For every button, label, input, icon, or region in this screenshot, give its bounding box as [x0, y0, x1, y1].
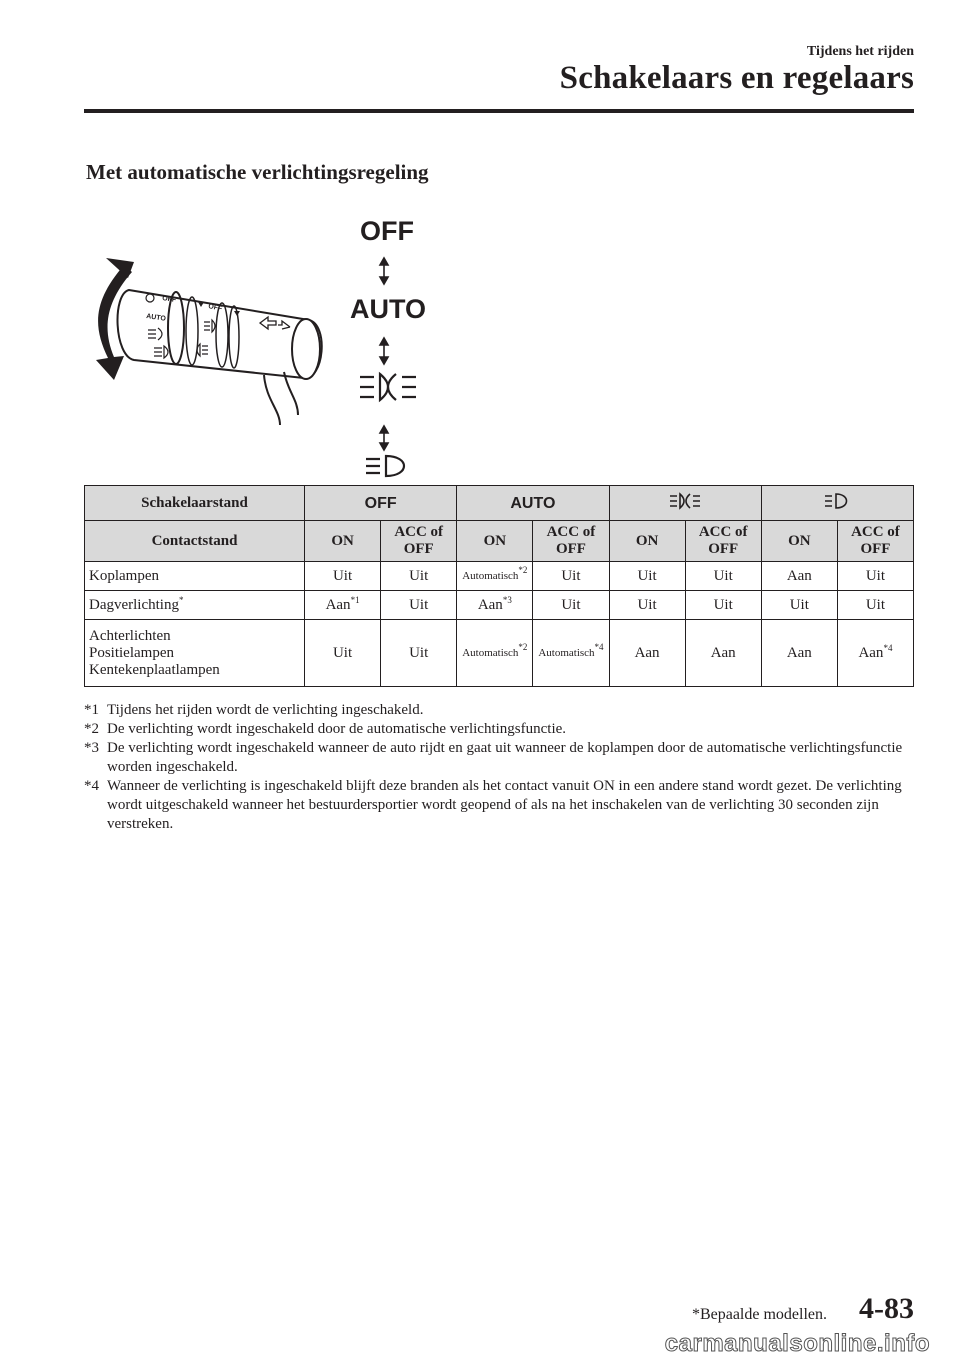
header-off: OFF [305, 486, 457, 521]
table-cell: Uit [685, 562, 761, 591]
footnote-number: *1 [84, 702, 99, 718]
table-cell [533, 620, 609, 687]
row-label-line: Achterlichten [89, 627, 171, 644]
row-label-line: Kentekenplaatlampen [89, 661, 220, 678]
lever-marking-off1: OFF [161, 295, 177, 304]
table-cell [457, 591, 533, 620]
running-header-title: Schakelaars en regelaars [559, 60, 914, 96]
contact-cell: ON [305, 521, 381, 562]
footnote-4 [84, 777, 904, 834]
contact-cell: ACC of OFF [533, 521, 609, 562]
row-label-text: Dagverlichting [89, 596, 179, 613]
footnote-ref: *1 [350, 594, 360, 605]
table-cell: Uit [609, 591, 685, 620]
footnote-number: *2 [84, 721, 99, 737]
table-contact-row [85, 521, 914, 562]
table-cell: Aan [685, 620, 761, 687]
table-cell: Uit [761, 591, 837, 620]
low-beam-header-icon [669, 492, 701, 510]
high-beam-header-icon [823, 492, 851, 510]
table-cell: Aan [761, 562, 837, 591]
figure-label-auto: AUTO [350, 294, 427, 324]
table-cell [457, 562, 533, 591]
cell-text: Aan [858, 644, 884, 661]
header-switch-position: Schakelaarstand [85, 486, 305, 521]
footnote-text: De verlichting wordt ingeschakeld wanneer de auto rijdt en gaat uit wanneer de koplampen door de automatische verlichtingsfunctie worden ingeschakeld. [107, 740, 903, 775]
table-cell: Uit [305, 620, 381, 687]
contact-cell: ACC of OFF [685, 521, 761, 562]
header-low-beam [609, 486, 761, 521]
contact-cell: ON [457, 521, 533, 562]
light-switch-figure [84, 210, 444, 480]
table-cell: Uit [837, 562, 913, 591]
page-number: 4-83 [859, 1292, 914, 1325]
contact-cell: ACC of OFF [837, 521, 913, 562]
low-beam-icon [360, 374, 416, 400]
cell-text: Automatisch [538, 647, 595, 659]
table-cell: Uit [685, 591, 761, 620]
table-cell: Uit [305, 562, 381, 591]
contact-cell: ACC of OFF [381, 521, 457, 562]
lever-end-cap [292, 319, 320, 379]
watermark: carmanualsonline.info [664, 1330, 930, 1357]
table-cell: Aan [609, 620, 685, 687]
contact-cell: ON [761, 521, 837, 562]
table-cell: Uit [533, 562, 609, 591]
footnote-text: De verlichting wordt ingeschakeld door de automatische verlichtingsfunctie. [107, 721, 567, 737]
lever-stalk [264, 375, 280, 425]
cell-text: Aan [325, 596, 351, 613]
table-row-dagverlichting [85, 591, 914, 620]
running-header-section: Tijdens het rijden [806, 44, 914, 59]
figure-label-off: OFF [360, 216, 414, 246]
footnote-ref: *4 [594, 642, 604, 652]
cell-text: Aan [477, 596, 503, 613]
footnote-ref: *2 [518, 642, 528, 652]
cell-text: Automatisch [462, 647, 519, 659]
cell-text: Automatisch [462, 570, 519, 582]
footnote-text: Wanneer de verlichting is ingeschakeld blijft deze branden als het contact vanuit ON in een andere stand wordt gezet. De verlichting wordt uitgeschakeld wanneer het bestuurdersportier wordt geopend of als na het inschakelen van de verlichting 30 seconden zijn verstreken. [107, 778, 902, 832]
row-label: Koplampen [85, 562, 305, 591]
table-row-achterlichten [85, 620, 914, 687]
position-arrows [380, 258, 388, 450]
row-label [85, 620, 305, 687]
table-cell: Uit [381, 620, 457, 687]
high-beam-icon [366, 456, 404, 476]
footnote-number: *4 [84, 778, 99, 794]
table-cell [305, 591, 381, 620]
footer-note: *Bepaalde modellen. [691, 1306, 827, 1323]
footnote-3 [84, 739, 904, 777]
header-rule [84, 109, 914, 113]
footnote-ref: *2 [518, 565, 528, 575]
footnote-number: *3 [84, 740, 99, 756]
header-high-beam [761, 486, 913, 521]
table-header-row [85, 486, 914, 521]
footnote-text: Tijdens het rijden wordt de verlichting ingeschakeld. [107, 702, 424, 718]
row-label-line: Positielampen [89, 644, 174, 661]
footnote-2 [84, 720, 904, 739]
table-cell: Uit [609, 562, 685, 591]
lever-marking-auto: AUTO [145, 313, 167, 323]
section-title: Met automatische verlichtingsregeling [86, 160, 429, 184]
footnote-ref: *4 [883, 642, 893, 653]
table-cell: Uit [837, 591, 913, 620]
contact-cell: ON [609, 521, 685, 562]
lever-marking-off2: OFF [207, 303, 223, 313]
footnote-ref: * [178, 594, 184, 605]
footnote-1 [84, 701, 904, 720]
table-cell: Aan [761, 620, 837, 687]
footnote-ref: *3 [502, 594, 512, 605]
table-cell: Uit [381, 562, 457, 591]
lever-stalk-2 [284, 372, 298, 415]
table-cell: Uit [381, 591, 457, 620]
row-label [85, 591, 305, 620]
header-auto: AUTO [457, 486, 609, 521]
table-cell [457, 620, 533, 687]
contact-label: Contactstand [85, 521, 305, 562]
lighting-table [84, 485, 914, 687]
table-cell [837, 620, 913, 687]
table-row-koplampen [85, 562, 914, 591]
table-cell: Uit [533, 591, 609, 620]
